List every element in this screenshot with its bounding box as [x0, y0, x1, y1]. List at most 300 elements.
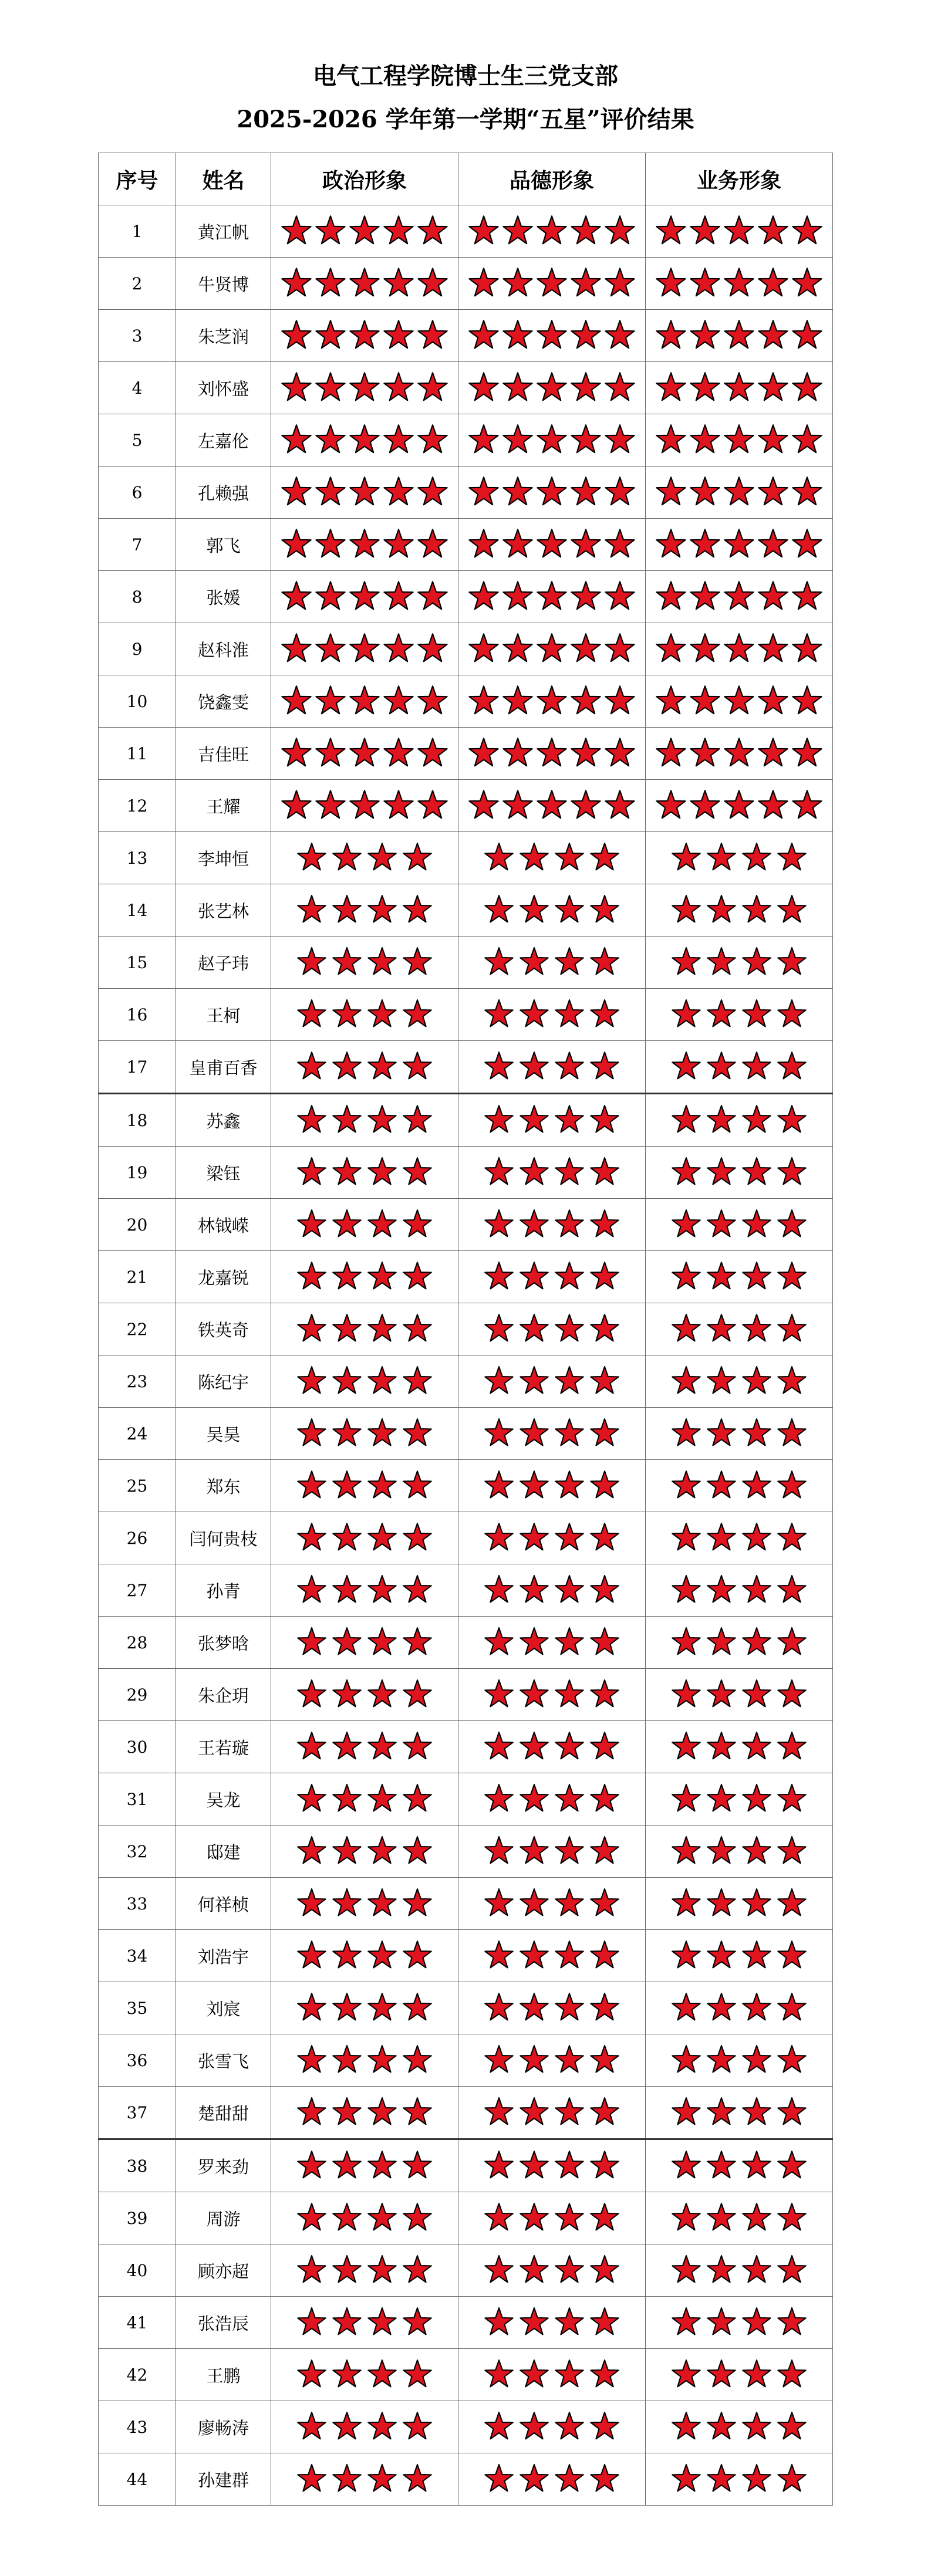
- moral-rating-cell: [458, 780, 646, 832]
- professional-rating-cell: [646, 2244, 833, 2297]
- star-icon: [741, 999, 772, 1028]
- star-rating: [481, 1418, 622, 1447]
- professional-rating-cell: [646, 728, 833, 780]
- serial-number-cell: 24: [99, 1408, 176, 1460]
- star-icon: [589, 1940, 620, 1969]
- star-icon: [315, 476, 346, 506]
- star-icon: [468, 685, 500, 715]
- star-icon: [296, 2254, 327, 2284]
- political-rating-cell: [271, 623, 458, 675]
- star-icon: [281, 528, 312, 559]
- moral-rating-cell: [458, 989, 646, 1041]
- star-icon: [367, 946, 397, 976]
- star-icon: [791, 215, 823, 245]
- star-icon: [554, 1157, 585, 1186]
- moral-rating-cell: [458, 1669, 646, 1721]
- star-icon: [536, 267, 568, 298]
- star-icon: [671, 1783, 701, 1813]
- professional-rating-cell: [646, 1512, 833, 1564]
- star-icon: [402, 1940, 433, 1969]
- name-cell: 赵科淮: [176, 623, 271, 675]
- star-icon: [723, 476, 755, 506]
- star-icon: [519, 1104, 549, 1134]
- star-icon: [554, 2254, 585, 2284]
- star-icon: [589, 946, 620, 976]
- star-icon: [791, 580, 823, 611]
- star-icon: [791, 737, 823, 768]
- political-rating-cell: [271, 519, 458, 571]
- star-icon: [383, 685, 414, 715]
- star-icon: [296, 2202, 327, 2232]
- star-rating: [481, 2202, 622, 2232]
- star-rating: [669, 1522, 809, 1551]
- star-icon: [519, 1627, 549, 1656]
- star-icon: [706, 2359, 737, 2388]
- star-icon: [741, 894, 772, 924]
- star-icon: [296, 1470, 327, 1499]
- star-rating: [481, 946, 622, 976]
- professional-rating-cell: [646, 2453, 833, 2506]
- serial-number-cell: 33: [99, 1878, 176, 1930]
- star-icon: [519, 1209, 549, 1238]
- name-cell: 孙青: [176, 1564, 271, 1617]
- star-icon: [402, 2150, 433, 2179]
- star-icon: [777, 1104, 807, 1134]
- star-icon: [777, 2150, 807, 2179]
- star-icon: [367, 1157, 397, 1186]
- political-rating-cell: [271, 2034, 458, 2087]
- star-icon: [402, 2202, 433, 2232]
- star-rating: [294, 1470, 435, 1499]
- star-icon: [671, 1940, 701, 1969]
- star-icon: [296, 1940, 327, 1969]
- serial-number-cell: 35: [99, 1982, 176, 2034]
- star-icon: [367, 2307, 397, 2336]
- star-icon: [671, 894, 701, 924]
- star-icon: [741, 1522, 772, 1551]
- star-icon: [554, 2044, 585, 2074]
- star-rating: [669, 2044, 809, 2074]
- star-icon: [349, 633, 380, 663]
- star-icon: [791, 476, 823, 506]
- star-rating: [294, 1418, 435, 1447]
- star-icon: [741, 1940, 772, 1969]
- star-rating: [669, 2307, 809, 2336]
- moral-rating-cell: [458, 1094, 646, 1147]
- name-cell: 王鹏: [176, 2349, 271, 2401]
- serial-number-cell: 14: [99, 884, 176, 937]
- star-icon: [468, 476, 500, 506]
- star-icon: [417, 319, 448, 350]
- star-icon: [349, 476, 380, 506]
- moral-rating-cell: [458, 1617, 646, 1669]
- political-rating-cell: [271, 1094, 458, 1147]
- table-row: [99, 1721, 833, 1773]
- star-rating: [669, 1574, 809, 1604]
- star-rating: [279, 633, 450, 663]
- moral-rating-cell: [458, 519, 646, 571]
- star-icon: [332, 1104, 362, 1134]
- star-icon: [417, 737, 448, 768]
- star-rating: [294, 1313, 435, 1343]
- political-rating-cell: [271, 362, 458, 414]
- star-icon: [791, 267, 823, 298]
- professional-rating-cell: [646, 2087, 833, 2139]
- star-icon: [589, 1051, 620, 1080]
- star-icon: [402, 1157, 433, 1186]
- serial-number-cell: 17: [99, 1041, 176, 1094]
- star-icon: [402, 999, 433, 1028]
- star-icon: [671, 999, 701, 1028]
- star-rating: [654, 737, 824, 768]
- star-rating: [481, 894, 622, 924]
- star-icon: [757, 319, 789, 350]
- star-icon: [383, 424, 414, 454]
- star-icon: [777, 1209, 807, 1238]
- star-icon: [402, 1365, 433, 1395]
- star-icon: [671, 2254, 701, 2284]
- star-icon: [589, 1157, 620, 1186]
- star-icon: [296, 2150, 327, 2179]
- name-cell: 王柯: [176, 989, 271, 1041]
- political-rating-cell: [271, 884, 458, 937]
- star-icon: [706, 1261, 737, 1290]
- professional-rating-cell: [646, 2034, 833, 2087]
- star-icon: [519, 946, 549, 976]
- star-icon: [671, 2463, 701, 2493]
- serial-number-cell: 1: [99, 205, 176, 258]
- star-icon: [570, 319, 602, 350]
- star-icon: [367, 1313, 397, 1343]
- star-icon: [367, 999, 397, 1028]
- star-icon: [484, 1522, 514, 1551]
- table-row: [99, 1512, 833, 1564]
- star-icon: [554, 1731, 585, 1760]
- star-icon: [332, 1835, 362, 1865]
- star-icon: [671, 2411, 701, 2440]
- star-icon: [367, 2097, 397, 2126]
- star-icon: [484, 1731, 514, 1760]
- name-cell: 楚甜甜: [176, 2087, 271, 2139]
- star-rating: [279, 371, 450, 402]
- star-icon: [296, 2097, 327, 2126]
- star-icon: [741, 1157, 772, 1186]
- serial-number-cell: 2: [99, 258, 176, 310]
- star-rating: [294, 2359, 435, 2388]
- political-rating-cell: [271, 466, 458, 519]
- star-icon: [296, 2463, 327, 2493]
- star-icon: [296, 1574, 327, 1604]
- star-icon: [589, 2044, 620, 2074]
- star-icon: [671, 2307, 701, 2336]
- star-icon: [519, 2463, 549, 2493]
- star-icon: [349, 789, 380, 820]
- star-icon: [402, 2359, 433, 2388]
- star-icon: [484, 946, 514, 976]
- star-icon: [519, 2307, 549, 2336]
- star-rating: [669, 2097, 809, 2126]
- professional-rating-cell: [646, 1408, 833, 1460]
- star-icon: [723, 685, 755, 715]
- star-rating: [481, 2359, 622, 2388]
- star-icon: [570, 633, 602, 663]
- star-icon: [671, 2359, 701, 2388]
- star-icon: [536, 789, 568, 820]
- name-cell: 苏鑫: [176, 1094, 271, 1147]
- professional-rating-cell: [646, 310, 833, 362]
- star-icon: [671, 842, 701, 871]
- star-icon: [484, 2307, 514, 2336]
- star-rating: [669, 1679, 809, 1708]
- star-icon: [484, 1051, 514, 1080]
- star-icon: [689, 215, 721, 245]
- star-icon: [519, 1731, 549, 1760]
- star-icon: [367, 1051, 397, 1080]
- name-cell: 黄江帆: [176, 205, 271, 258]
- star-icon: [589, 1522, 620, 1551]
- star-icon: [706, 1679, 737, 1708]
- table-row: [99, 2087, 833, 2139]
- star-icon: [604, 476, 636, 506]
- star-icon: [367, 2150, 397, 2179]
- moral-rating-cell: [458, 2244, 646, 2297]
- serial-number-cell: 38: [99, 2139, 176, 2192]
- star-icon: [589, 2202, 620, 2232]
- name-cell: 张雪飞: [176, 2034, 271, 2087]
- table-row: [99, 780, 833, 832]
- professional-rating-cell: [646, 1564, 833, 1617]
- star-icon: [332, 1627, 362, 1656]
- moral-rating-cell: [458, 2087, 646, 2139]
- professional-rating-cell: [646, 1982, 833, 2034]
- table-row: [99, 1564, 833, 1617]
- star-icon: [383, 319, 414, 350]
- name-cell: 吴龙: [176, 1773, 271, 1825]
- star-icon: [402, 1104, 433, 1134]
- star-rating: [481, 999, 622, 1028]
- star-icon: [315, 528, 346, 559]
- star-icon: [777, 2202, 807, 2232]
- star-icon: [777, 2044, 807, 2074]
- star-icon: [706, 1522, 737, 1551]
- political-rating-cell: [271, 1251, 458, 1303]
- star-icon: [589, 2411, 620, 2440]
- star-icon: [671, 1261, 701, 1290]
- star-icon: [349, 319, 380, 350]
- header-moral-image: 品德形象: [458, 153, 646, 205]
- political-rating-cell: [271, 675, 458, 728]
- serial-number-cell: 34: [99, 1930, 176, 1982]
- star-icon: [589, 1992, 620, 2021]
- political-rating-cell: [271, 1773, 458, 1825]
- star-icon: [554, 1574, 585, 1604]
- star-icon: [554, 1679, 585, 1708]
- name-cell: 张媛: [176, 571, 271, 623]
- star-icon: [502, 685, 534, 715]
- star-rating: [467, 737, 637, 768]
- star-icon: [281, 580, 312, 611]
- star-icon: [671, 2044, 701, 2074]
- star-icon: [671, 1731, 701, 1760]
- star-icon: [296, 1157, 327, 1186]
- star-icon: [554, 1888, 585, 1917]
- table-row: [99, 571, 833, 623]
- star-icon: [671, 1104, 701, 1134]
- star-rating: [294, 842, 435, 871]
- star-rating: [294, 894, 435, 924]
- star-icon: [519, 1365, 549, 1395]
- star-icon: [777, 1261, 807, 1290]
- name-cell: 顾亦超: [176, 2244, 271, 2297]
- name-cell: 朱芝润: [176, 310, 271, 362]
- star-rating: [481, 1313, 622, 1343]
- star-icon: [519, 1679, 549, 1708]
- star-icon: [689, 789, 721, 820]
- star-icon: [402, 2463, 433, 2493]
- star-icon: [502, 476, 534, 506]
- star-rating: [294, 1783, 435, 1813]
- star-icon: [417, 633, 448, 663]
- professional-rating-cell: [646, 2297, 833, 2349]
- star-icon: [777, 894, 807, 924]
- political-rating-cell: [271, 2087, 458, 2139]
- political-rating-cell: [271, 1303, 458, 1355]
- table-row: [99, 2192, 833, 2244]
- star-icon: [604, 319, 636, 350]
- political-rating-cell: [271, 1669, 458, 1721]
- star-rating: [481, 1209, 622, 1238]
- star-rating: [654, 424, 824, 454]
- star-rating: [481, 1051, 622, 1080]
- star-icon: [671, 1157, 701, 1186]
- star-icon: [367, 1940, 397, 1969]
- star-icon: [757, 371, 789, 402]
- serial-number-cell: 18: [99, 1094, 176, 1147]
- political-rating-cell: [271, 780, 458, 832]
- name-cell: 赵子玮: [176, 937, 271, 989]
- star-rating: [481, 2411, 622, 2440]
- star-icon: [519, 1051, 549, 1080]
- star-icon: [281, 685, 312, 715]
- star-icon: [417, 476, 448, 506]
- professional-rating-cell: [646, 2192, 833, 2244]
- table-row: [99, 1982, 833, 2034]
- star-rating: [279, 215, 450, 245]
- star-icon: [332, 1051, 362, 1080]
- star-icon: [791, 528, 823, 559]
- political-rating-cell: [271, 989, 458, 1041]
- star-icon: [332, 1470, 362, 1499]
- professional-rating-cell: [646, 1930, 833, 1982]
- serial-number-cell: 5: [99, 414, 176, 466]
- star-icon: [706, 1574, 737, 1604]
- star-icon: [296, 1313, 327, 1343]
- professional-rating-cell: [646, 1460, 833, 1512]
- star-icon: [367, 2463, 397, 2493]
- header-serial-number: 序号: [99, 153, 176, 205]
- star-icon: [554, 2097, 585, 2126]
- professional-rating-cell: [646, 2139, 833, 2192]
- star-rating: [669, 1470, 809, 1499]
- star-icon: [519, 1992, 549, 2021]
- star-icon: [296, 1992, 327, 2021]
- star-rating: [481, 842, 622, 871]
- star-icon: [468, 633, 500, 663]
- serial-number-cell: 10: [99, 675, 176, 728]
- table-row: [99, 2349, 833, 2401]
- star-icon: [777, 1992, 807, 2021]
- star-icon: [349, 215, 380, 245]
- political-rating-cell: [271, 1930, 458, 1982]
- star-icon: [402, 2097, 433, 2126]
- star-icon: [484, 2202, 514, 2232]
- serial-number-cell: 23: [99, 1355, 176, 1408]
- star-icon: [502, 371, 534, 402]
- political-rating-cell: [271, 1721, 458, 1773]
- professional-rating-cell: [646, 780, 833, 832]
- star-icon: [468, 371, 500, 402]
- star-icon: [554, 1627, 585, 1656]
- star-icon: [757, 267, 789, 298]
- star-icon: [741, 946, 772, 976]
- professional-rating-cell: [646, 571, 833, 623]
- star-icon: [570, 267, 602, 298]
- professional-rating-cell: [646, 1825, 833, 1878]
- political-rating-cell: [271, 2139, 458, 2192]
- table-row: [99, 362, 833, 414]
- star-icon: [484, 2359, 514, 2388]
- star-icon: [484, 1888, 514, 1917]
- star-icon: [402, 1313, 433, 1343]
- moral-rating-cell: [458, 884, 646, 937]
- star-icon: [689, 424, 721, 454]
- serial-number-cell: 19: [99, 1147, 176, 1199]
- star-rating: [294, 2150, 435, 2179]
- star-icon: [296, 2411, 327, 2440]
- star-icon: [757, 215, 789, 245]
- star-rating: [481, 2307, 622, 2336]
- star-icon: [315, 737, 346, 768]
- star-icon: [589, 2359, 620, 2388]
- star-icon: [402, 1888, 433, 1917]
- star-icon: [484, 1261, 514, 1290]
- star-icon: [604, 267, 636, 298]
- star-icon: [332, 1992, 362, 2021]
- star-icon: [741, 1470, 772, 1499]
- professional-rating-cell: [646, 1094, 833, 1147]
- table-row: [99, 1825, 833, 1878]
- moral-rating-cell: [458, 258, 646, 310]
- professional-rating-cell: [646, 519, 833, 571]
- name-cell: 左嘉伦: [176, 414, 271, 466]
- star-rating: [654, 371, 824, 402]
- political-rating-cell: [271, 1147, 458, 1199]
- star-icon: [332, 1679, 362, 1708]
- star-icon: [519, 1470, 549, 1499]
- header-political-image: 政治形象: [271, 153, 458, 205]
- star-icon: [367, 1679, 397, 1708]
- moral-rating-cell: [458, 1512, 646, 1564]
- name-cell: 李坤恒: [176, 832, 271, 884]
- table-row: [99, 2034, 833, 2087]
- moral-rating-cell: [458, 2401, 646, 2453]
- star-icon: [417, 424, 448, 454]
- star-rating: [294, 1209, 435, 1238]
- star-icon: [332, 2150, 362, 2179]
- star-icon: [706, 2044, 737, 2074]
- star-icon: [741, 2044, 772, 2074]
- star-icon: [296, 1783, 327, 1813]
